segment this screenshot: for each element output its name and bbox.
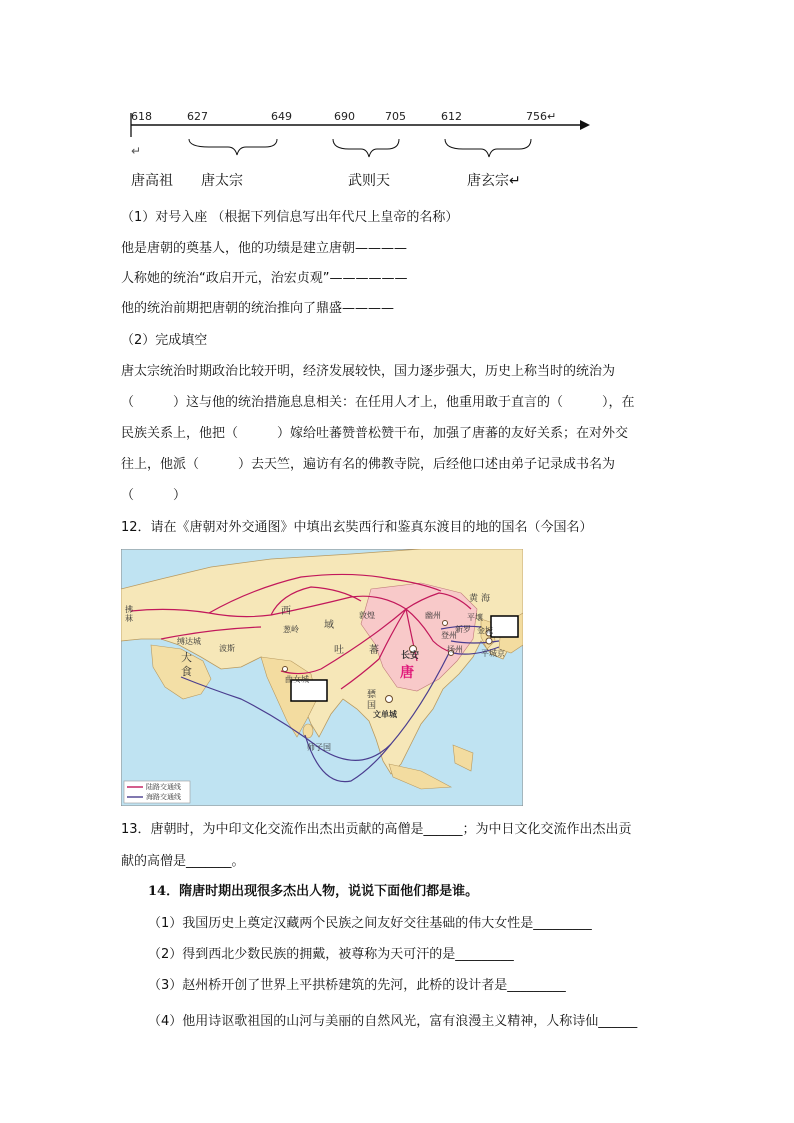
map-label-layer [121,549,523,806]
q13-line: 献的高僧是_______。 [121,854,245,869]
map-label: 登州 [441,631,457,640]
map-label: 扬州 [447,645,463,654]
q11-part1-heading: （1）对号入座 （根据下列信息写出年代尺上皇帝的名称） [121,210,459,225]
timeline-start-mark: ↵ [131,144,142,158]
map-label: 敦煌 [359,611,375,620]
q12-question: 12．请在《唐朝对外交通图》中填出玄奘西行和鉴真东渡目的地的国名（今国名） [121,520,593,535]
map-label: 曲女城 [285,675,309,684]
map-label: 国 [367,701,377,711]
q11-part2-line: 民族关系上，他把（ ）嫁给吐蕃赞普松赞干布，加强了唐蕃的友好关系；在对外交 [121,426,629,441]
map-label: 蕃 [369,645,379,656]
map-label: 幽州 [425,611,441,620]
q11-part2-heading: （2）完成填空 [121,333,208,348]
q11-part1-line: 他的统治前期把唐朝的统治推向了鼎盛———— [121,301,395,316]
q11-part1-line: 人称她的统治“政启开元，治宏贞观”—————— [121,271,408,286]
q14-item: （3）赵州桥开创了世界上平拱桥建筑的先河，此桥的设计者是_________ [148,978,566,993]
map-label: 平城京 [481,649,505,658]
map-label: 文单城 [373,710,397,719]
map-label: 平壤 [467,613,483,622]
map-label: 西 [281,606,291,617]
map-label: 吐 [334,645,344,656]
timeline-year: 756↵ [526,110,557,123]
map-label: 葱岭 [283,625,299,634]
q14-item: （1）我国历史上奠定汉藏两个民族之间友好交往基础的伟大女性是_________ [148,916,592,931]
map-label: 唐 [400,665,414,681]
timeline-year: 612 [441,110,462,123]
map-label: 新罗 [455,625,471,634]
q11-part2-line: 往上，他派（ ）去天竺，遍访有名的佛教寺院，后经他口述由弟子记录成书名为 [121,457,616,472]
timeline-year: 618 [131,110,152,123]
map-label: 黄 [469,594,479,604]
map-label: 拂 [125,605,133,614]
legend-land-route: 陆路交通线 [146,783,181,791]
q14-item: （2）得到西北少数民族的拥戴，被尊称为天可汗的是_________ [148,947,514,962]
map-label: 长安 [401,651,420,661]
map-label: 域 [324,620,334,631]
timeline-year: 705 [385,110,406,123]
legend-sea-route: 海路交通线 [146,793,181,801]
q11-part2-line: 唐太宗统治时期政治比较开明，经济发展较快，国力逐步强大，历史上称当时的统治为 [121,364,616,379]
map-label: 菻 [125,614,133,623]
q14-item: （4）他用诗讴歌祖国的山河与美丽的自然风光，富有浪漫主义精神，人称诗仙______ [148,1014,638,1029]
q11-part2-line: （ ）这与他的统治措施息息相关：在任用人才上，他重用敢于直言的（ ），在 [121,395,635,410]
map-label: 缚达城 [177,637,201,646]
map-label: 食 [181,665,192,678]
timeline-year: 690 [334,110,355,123]
map-label: 波斯 [219,644,235,653]
ruler-label: 唐高祖 [131,173,173,189]
ruler-label: 武则天 [348,173,390,189]
q11-part2-line: （ ） [121,488,187,503]
q14-heading: 14．隋唐时期出现很多杰出人物，说说下面他们都是谁。 [148,884,479,899]
map-label: 师子国 [307,743,331,752]
q13-line: 13．唐朝时，为中印文化交流作出杰出贡献的高僧是______；为中日文化交流作出杰出贡 [121,822,632,837]
map-label: 金城 [477,626,493,635]
q11-part1-line: 他是唐朝的奠基人，他的功绩是建立唐朝———— [121,241,408,256]
ruler-label: 唐玄宗↵ [467,173,521,189]
timeline-year: 649 [271,110,292,123]
timeline-year: 627 [187,110,208,123]
ruler-label: 唐太宗 [201,173,243,189]
map-label: 大 [181,651,192,664]
map-label: 海 [481,594,491,604]
map-label: 骠 [367,690,377,700]
